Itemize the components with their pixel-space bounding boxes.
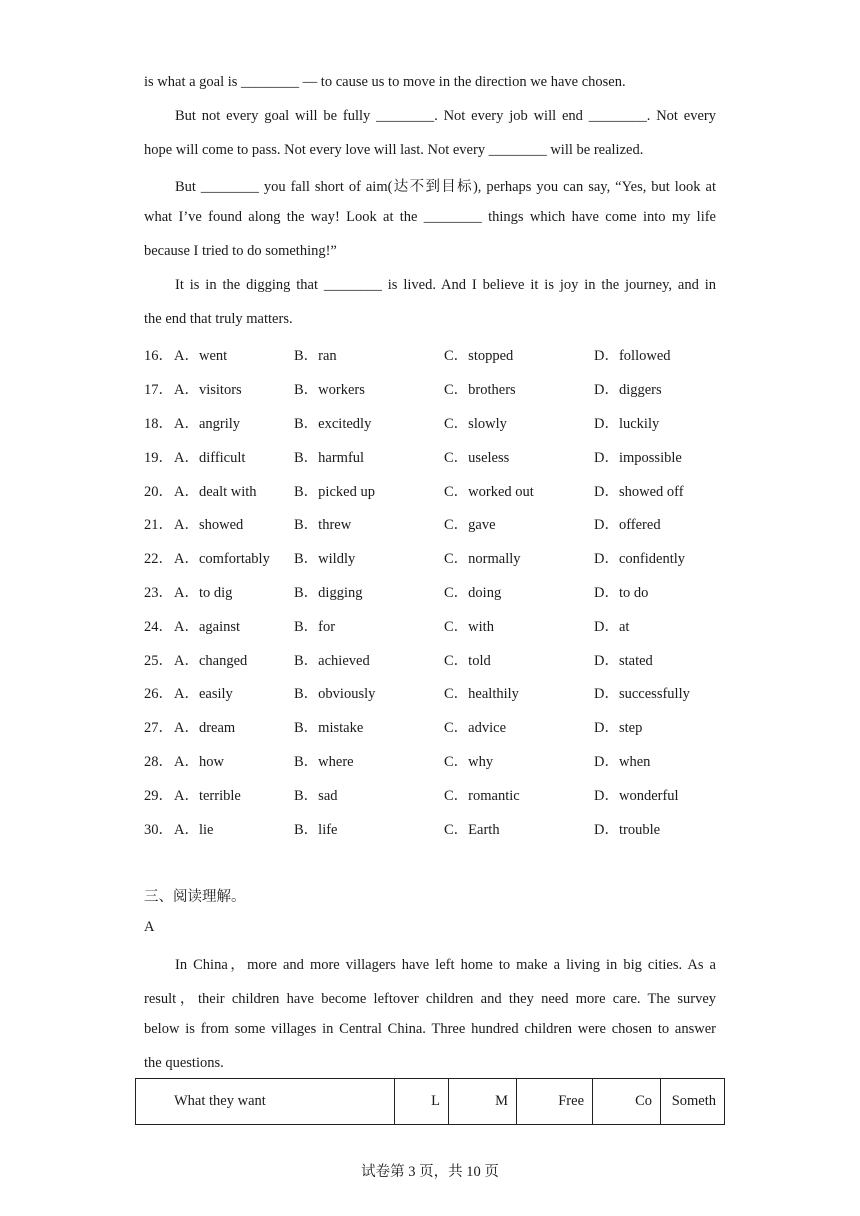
question-row (144, 784, 744, 804)
option-c: C．Earth (444, 822, 500, 838)
passage-line: It is in the digging that ________ is lived. And I believe it is joy in the journey, and in (175, 277, 716, 293)
option-c: C．normally (444, 551, 521, 567)
passage-line: the questions. (144, 1055, 224, 1071)
option-b: B．threw (294, 517, 352, 533)
option-d: D．confidently (594, 551, 686, 567)
option-b: B．where (294, 754, 354, 770)
option-d: D．offered (594, 517, 661, 533)
question-row (144, 446, 744, 466)
option-b: B．workers (294, 382, 365, 398)
option-b: B．excitedly (294, 416, 372, 432)
option-a: A．went (174, 348, 228, 364)
passage-line: hope will come to pass. Not every love will last. Not every ________ will be realized. (144, 142, 644, 158)
question-row (144, 378, 744, 398)
option-d: D．diggers (594, 382, 662, 398)
option-a: A．difficult (174, 450, 246, 466)
question-row (144, 716, 744, 736)
option-c: C．with (444, 619, 494, 635)
question-number: 20． (144, 484, 173, 500)
passage-line: In China，more and more villagers have left home to make a living in big cities. As a (175, 957, 716, 973)
option-c: C．doing (444, 585, 502, 601)
question-number: 26． (144, 686, 173, 702)
table-row (136, 1079, 725, 1125)
passage-line: But ________ you fall short of aim(达不到目标), perhaps you can say, “Yes, but look at (175, 179, 716, 195)
question-number: 25． (144, 653, 173, 669)
option-c: C．worked out (444, 484, 534, 500)
table-cell: Free (517, 1079, 593, 1125)
option-a: A．dream (174, 720, 236, 736)
option-b: B．for (294, 619, 336, 635)
question-row (144, 750, 744, 770)
option-c: C．stopped (444, 348, 514, 364)
option-d: D．impossible (594, 450, 682, 466)
question-row (144, 615, 744, 635)
option-d: D．stated (594, 653, 653, 669)
option-a: A．showed (174, 517, 244, 533)
passage-line: below is from some villages in Central China. Three hundred children were chosen to answer (144, 1021, 716, 1037)
table-cell: Someth (661, 1079, 725, 1125)
passage-line: But not every goal will be fully ________. Not every job will end ________. Not every (175, 108, 716, 124)
question-number: 22． (144, 551, 173, 567)
option-c: C．why (444, 754, 494, 770)
option-d: D．followed (594, 348, 671, 364)
option-d: D．when (594, 754, 651, 770)
option-b: B．achieved (294, 653, 370, 669)
passage-line: is what a goal is ________ — to cause us to move in the direction we have chosen. (144, 74, 626, 90)
option-d: D．step (594, 720, 643, 736)
question-row (144, 581, 744, 601)
option-b: B．digging (294, 585, 363, 601)
passage-label: A (144, 919, 155, 935)
question-row (144, 344, 744, 364)
option-a: A．lie (174, 822, 214, 838)
question-row (144, 547, 744, 567)
question-number: 30． (144, 822, 173, 838)
question-number: 17． (144, 382, 173, 398)
option-c: C．slowly (444, 416, 507, 432)
option-b: B．wildly (294, 551, 356, 567)
option-c: C．healthily (444, 686, 519, 702)
option-a: A．terrible (174, 788, 241, 804)
option-d: D．trouble (594, 822, 661, 838)
option-a: A．changed (174, 653, 248, 669)
question-number: 16． (144, 348, 173, 364)
question-row (144, 480, 744, 500)
question-row (144, 513, 744, 533)
survey-table (135, 1078, 725, 1125)
table-cell: Co (593, 1079, 661, 1125)
passage-line: because I tried to do something!” (144, 243, 337, 259)
question-number: 27． (144, 720, 173, 736)
option-b: B．mistake (294, 720, 364, 736)
option-c: C．romantic (444, 788, 520, 804)
option-b: B．sad (294, 788, 338, 804)
option-c: C．brothers (444, 382, 516, 398)
page-footer: 试卷第 3 页，共 10 页 (361, 1164, 499, 1180)
table-cell: M (449, 1079, 517, 1125)
question-number: 24． (144, 619, 173, 635)
option-b: B．ran (294, 348, 337, 364)
option-c: C．told (444, 653, 491, 669)
option-c: C．useless (444, 450, 510, 466)
option-a: A．to dig (174, 585, 233, 601)
question-number: 28． (144, 754, 173, 770)
question-number: 29． (144, 788, 173, 804)
question-row (144, 682, 744, 702)
option-a: A．against (174, 619, 241, 635)
option-d: D．successfully (594, 686, 690, 702)
option-d: D．to do (594, 585, 649, 601)
option-b: B．obviously (294, 686, 376, 702)
option-d: D．at (594, 619, 630, 635)
question-number: 21． (144, 517, 173, 533)
question-row (144, 412, 744, 432)
option-a: A．visitors (174, 382, 242, 398)
table-cell: What they want (136, 1079, 395, 1125)
option-a: A．how (174, 754, 224, 770)
option-d: D．wonderful (594, 788, 679, 804)
passage-line: the end that truly matters. (144, 311, 293, 327)
option-c: C．gave (444, 517, 496, 533)
option-d: D．showed off (594, 484, 684, 500)
table-cell: L (395, 1079, 449, 1125)
option-d: D．luckily (594, 416, 660, 432)
option-c: C．advice (444, 720, 507, 736)
option-a: A．comfortably (174, 551, 270, 567)
question-row (144, 818, 744, 838)
option-b: B．harmful (294, 450, 365, 466)
question-number: 19． (144, 450, 173, 466)
question-row (144, 649, 744, 669)
option-a: A．easily (174, 686, 233, 702)
option-a: A．angrily (174, 416, 241, 432)
question-number: 18． (144, 416, 173, 432)
section-heading: 三、阅读理解。 (144, 889, 246, 905)
passage-line: what I’ve found along the way! Look at the ________ things which have come into my life (144, 209, 716, 225)
option-a: A．dealt with (174, 484, 257, 500)
passage-line: result，their children have become leftover children and they need more care. The survey (144, 991, 716, 1007)
question-number: 23． (144, 585, 173, 601)
option-b: B．picked up (294, 484, 375, 500)
option-b: B．life (294, 822, 338, 838)
